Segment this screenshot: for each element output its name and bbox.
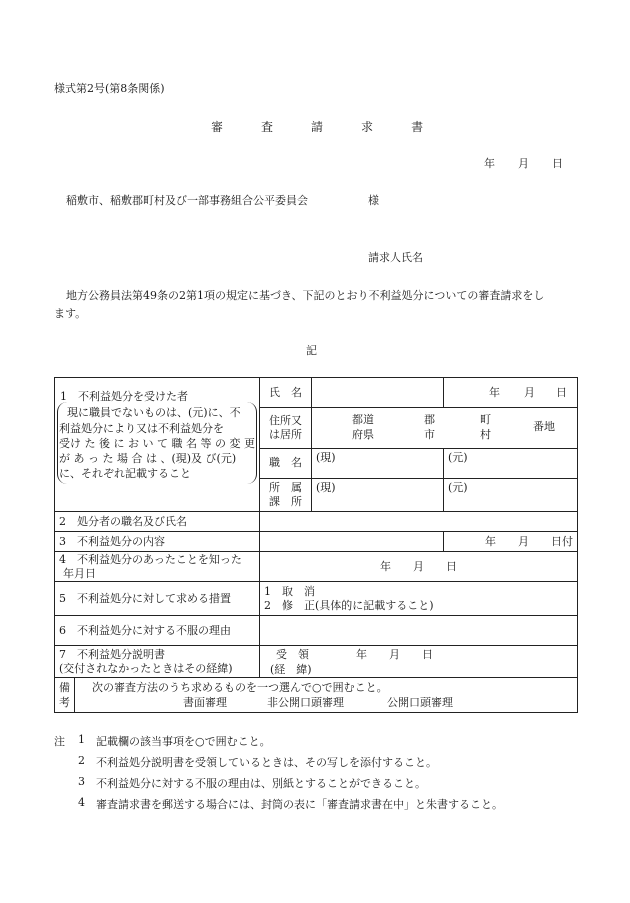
address-label-line: は居所 [269, 427, 302, 441]
machi-label: 町 [480, 413, 491, 427]
job-title-current-field[interactable] [312, 448, 444, 478]
row3-label [55, 532, 260, 552]
shi-label: 市 [424, 428, 435, 442]
note-text: 記載欄の該当事項を○で囲むこと。 [96, 735, 271, 748]
receipt-date: 年 月 日 [356, 648, 433, 661]
banchi-label: 番地 [533, 420, 555, 434]
job-title-label [260, 448, 312, 478]
submission-date [484, 155, 563, 171]
current-marker: (現) [316, 450, 336, 464]
method-private-oral[interactable]: 非公開口頭審理 [267, 696, 344, 709]
row4-label-line: 4 不利益処分のあったことを知った [59, 552, 242, 566]
address-label-line: 住所又 [269, 413, 302, 427]
job-title-label-text: 職 名 [269, 456, 302, 470]
birth-day: 日 [556, 386, 567, 399]
note-text: 審査請求書を郵送する場合には、封筒の表に「審査請求書在中」と朱書すること。 [96, 798, 503, 811]
department-label-line: 所 属 [269, 480, 302, 494]
recipient-note-line: 利益処分により又は不利益処分を [59, 422, 224, 435]
circumstances-label: (経 緯) [270, 663, 312, 676]
ki-heading: 記 [306, 344, 317, 357]
row7-label-line: 7 不利益処分説明書 [59, 647, 165, 661]
objection-reason-field[interactable] [260, 616, 578, 646]
row5-label-text: 5 不利益処分に対して求める措置 [59, 591, 231, 605]
note-text: 不利益処分に対する不服の理由は、別紙とすることができること。 [96, 777, 426, 790]
address-label [260, 408, 312, 448]
request-form-table [54, 377, 578, 713]
recipient-note-line: に、それぞれ記載すること [59, 467, 191, 480]
receipt-label: 受 領 [276, 648, 309, 661]
document-title [192, 118, 442, 135]
remarks-label [59, 681, 70, 709]
addressee-honorific: 様 [368, 194, 379, 207]
title-char: 査 [261, 120, 274, 134]
current-marker: (現) [316, 480, 336, 494]
row7-label-line: (交付されなかったときはその経緯) [59, 661, 233, 675]
note-number: 1 [78, 733, 85, 746]
birth-month: 月 [524, 386, 535, 399]
title-char: 書 [411, 120, 424, 134]
note-number: 3 [78, 775, 85, 788]
intro-text-line1: 地方公務員法第49条の2第1項の規定に基づき、下記のとおり不利益処分についての審査請求をし [66, 289, 545, 302]
name-label [260, 378, 312, 408]
disposition-date-text: 年 月 日付 [485, 534, 573, 548]
addressee-name: 稲敷市、稲敷郡町村及び一部事務組合公平委員会 [66, 194, 308, 207]
remarks-label-divider [74, 678, 75, 712]
title-char: 請 [311, 120, 324, 134]
notes-head: 注 [54, 735, 65, 748]
date-year: 年 [484, 157, 495, 170]
statement-receipt-field[interactable] [260, 646, 578, 678]
department-label [260, 478, 312, 511]
recipient-note-line: が あ っ た 場 合 は 、(現)及 び(元) [59, 452, 237, 465]
birth-date-field[interactable] [444, 378, 578, 408]
recipient-note-line: 受け た 後 に お い て 職 名 等 の 変 更 [59, 437, 255, 450]
row5-label [55, 582, 260, 616]
address-field[interactable] [312, 408, 578, 448]
remarks-label-char: 備 [59, 681, 70, 694]
note-number: 4 [78, 796, 85, 809]
name-field[interactable] [312, 378, 444, 408]
claimant-name-label: 請求人氏名 [368, 251, 423, 264]
note-number: 2 [78, 754, 85, 767]
former-marker: (元) [448, 480, 468, 494]
todofuken-bottom: 府県 [352, 428, 374, 442]
disposer-field[interactable] [260, 512, 578, 532]
date-month: 月 [518, 157, 529, 170]
method-public-oral[interactable]: 公開口頭審理 [387, 696, 453, 709]
remarks-text: 次の審査方法のうち求めるものを一つ選んで○で囲むこと。 [92, 681, 388, 694]
row2-label [55, 512, 260, 532]
birth-year: 年 [489, 386, 500, 399]
title-char: 審 [211, 120, 224, 134]
intro-text-line2: ます。 [54, 307, 87, 320]
row7-label [55, 646, 260, 678]
remarks-label-char: 考 [59, 696, 70, 709]
gun-label: 郡 [424, 413, 435, 427]
measure-option-revoke[interactable]: 1 取 消 [264, 584, 315, 598]
row6-label-text: 6 不利益処分に対する不服の理由 [59, 623, 231, 637]
todofuken-top: 都道 [352, 413, 374, 427]
known-date-text: 年 月 日 [380, 559, 457, 573]
department-current-field[interactable] [312, 478, 444, 511]
name-label-text: 氏 名 [269, 385, 302, 399]
title-char: 求 [361, 120, 374, 134]
disposition-date-field[interactable] [444, 532, 578, 552]
recipient-label-cell [55, 378, 260, 512]
requested-measure-field[interactable] [260, 582, 578, 616]
known-date-field[interactable] [260, 552, 578, 582]
measure-option-modify[interactable]: 2 修 正(具体的に記載すること) [264, 598, 434, 612]
date-day: 日 [552, 157, 563, 170]
mura-label: 村 [480, 428, 491, 442]
row4-label-line: 年月日 [63, 566, 96, 580]
row3-label-text: 3 不利益処分の内容 [59, 534, 165, 548]
row2-label-text: 2 処分者の職名及び氏名 [59, 514, 187, 528]
recipient-title: 1 不利益処分を受けた者 [60, 390, 188, 403]
former-marker: (元) [448, 450, 468, 464]
disposition-content-field[interactable] [260, 532, 444, 552]
remarks-row [55, 678, 578, 713]
row4-label [55, 552, 260, 582]
note-text: 不利益処分説明書を受領しているときは、その写しを添付すること。 [96, 756, 437, 769]
department-former-field[interactable] [444, 478, 578, 511]
method-written[interactable]: 書面審理 [183, 696, 227, 709]
form-number: 様式第2号(第8条関係) [54, 82, 165, 95]
recipient-note-line: 現に職員でないものは、(元)に、不 [67, 406, 241, 419]
row6-label [55, 616, 260, 646]
department-label-line: 課 所 [269, 494, 302, 508]
job-title-former-field[interactable] [444, 448, 578, 478]
